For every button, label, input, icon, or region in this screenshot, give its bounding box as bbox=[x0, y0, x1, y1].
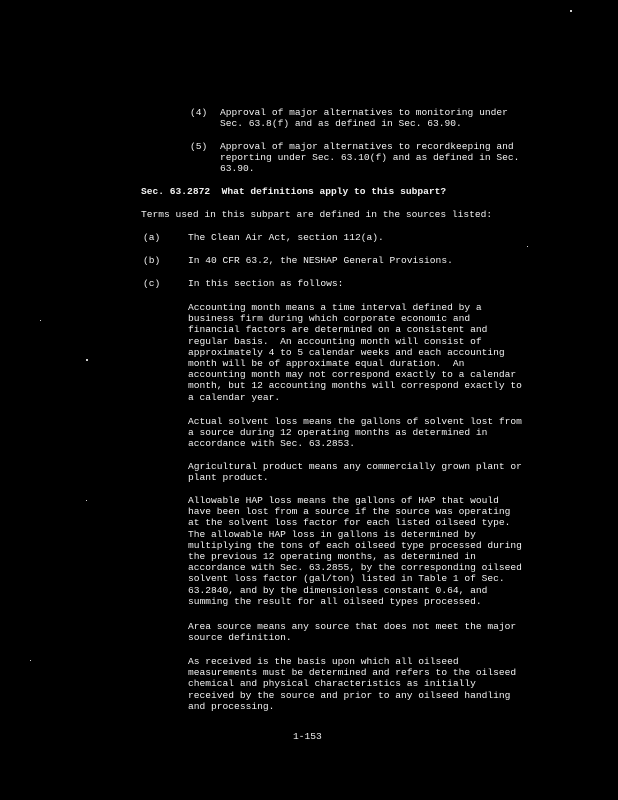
section-heading: Sec. 63.2872 What definitions apply to this subpart? bbox=[141, 186, 447, 197]
definition-paragraph: Agricultural product means any commercially grown plant or plant product. bbox=[188, 461, 522, 484]
definition-paragraph: Actual solvent loss means the gallons of solvent lost from a source during 12 operating months as determined in accordance with Sec. 63.2853. bbox=[188, 416, 522, 450]
definition-paragraph: Allowable HAP loss means the gallons of HAP that would have been lost from a source if the source was operating at the solvent loss factor for each listed oilseed type. The allowable HAP loss in gallons is determined by multiplying the tons of each oilseed type processed during the previous 12 operating months, as determined in accordance with Sec. 63.2855, by the corresponding oilseed solvent loss factor (gal/ton) listed in Table 1 of Sec. 63.2840, and by the dimensionless constant 0.64, and summing the result for all oilseed types processed. bbox=[188, 495, 522, 607]
source-label: (a) bbox=[143, 232, 161, 243]
source-text: In 40 CFR 63.2, the NESHAP General Provisions. bbox=[188, 255, 453, 266]
scan-speck bbox=[86, 359, 88, 361]
scan-speck bbox=[30, 660, 31, 661]
definition-paragraph: Area source means any source that does not meet the major source definition. bbox=[188, 621, 517, 644]
item-text: Approval of major alternatives to recordkeeping and reporting under Sec. 63.10(f) and as defined in Sec. 63.90. bbox=[220, 141, 520, 175]
item-label: (4) bbox=[190, 107, 208, 118]
source-label: (c) bbox=[143, 278, 161, 289]
definition-paragraph: As received is the basis upon which all oilseed measurements must be determined and refers to the oilseed chemical and physical characteristics as initially received by the source and prior to any oilseed handling and processing. bbox=[188, 656, 517, 712]
scan-speck bbox=[527, 246, 528, 247]
source-label: (b) bbox=[143, 255, 161, 266]
item-label: (5) bbox=[190, 141, 208, 152]
item-text: Approval of major alternatives to monitoring under Sec. 63.8(f) and as defined in Sec. 63.90. bbox=[220, 107, 508, 130]
scan-speck bbox=[86, 500, 87, 501]
page-number: 1-153 bbox=[293, 731, 322, 742]
scan-speck bbox=[40, 320, 41, 321]
source-text: In this section as follows: bbox=[188, 278, 344, 289]
definition-paragraph: Accounting month means a time interval defined by a business firm during which corporate economic and financial factors are determined on a consistent and regular basis. An accounting month will consist of approximately 4 to 5 calendar weeks and each accounting month will be of approximate equal duration. An accounting month may not correspond exactly to a calendar month, but 12 accounting months will correspond exactly to a calendar year. bbox=[188, 302, 522, 403]
intro-text: Terms used in this subpart are defined in the sources listed: bbox=[141, 209, 493, 220]
scan-speck bbox=[570, 10, 572, 12]
source-text: The Clean Air Act, section 112(a). bbox=[188, 232, 384, 243]
